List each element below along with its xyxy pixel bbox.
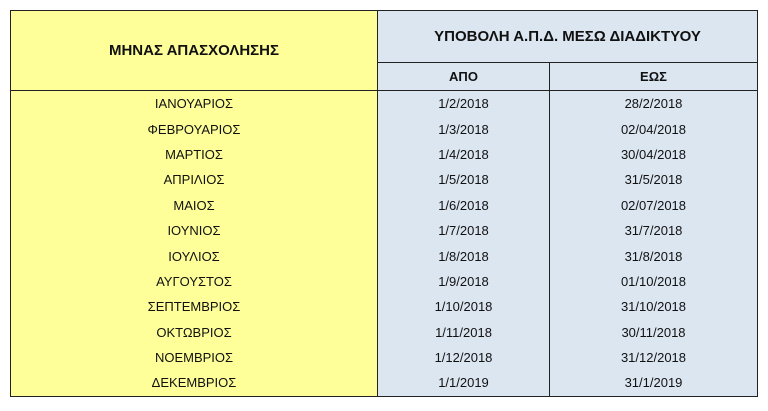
table-row [11,294,758,319]
from-date-cell: 1/6/2018 [378,193,550,218]
month-column-header: ΜΗΝΑΣ ΑΠΑΣΧΟΛΗΣΗΣ [11,11,378,91]
table-row [11,167,758,192]
from-date-cell: 1/5/2018 [378,167,550,192]
table-row [11,91,758,117]
to-date-cell: 31/10/2018 [550,294,758,319]
table-row [11,116,758,141]
to-date-cell: 02/04/2018 [550,116,758,141]
to-date-cell: 31/5/2018 [550,167,758,192]
month-cell: ΜΑΡΤΙΟΣ [11,142,378,167]
month-cell: ΦΕΒΡΟΥΑΡΙΟΣ [11,116,378,141]
to-date-cell: 01/10/2018 [550,269,758,294]
from-date-cell: 1/12/2018 [378,345,550,370]
from-date-cell: 1/2/2018 [378,91,550,117]
table-row [11,218,758,243]
table-row [11,243,758,268]
to-date-cell: 02/07/2018 [550,193,758,218]
month-cell: ΟΚΤΩΒΡΙΟΣ [11,320,378,345]
to-date-cell: 31/1/2019 [550,370,758,396]
month-cell: ΜΑΙΟΣ [11,193,378,218]
month-cell: ΙΑΝΟΥΑΡΙΟΣ [11,91,378,117]
to-date-cell: 31/12/2018 [550,345,758,370]
from-date-cell: 1/9/2018 [378,269,550,294]
apd-submission-table [10,10,758,397]
to-date-cell: 31/7/2018 [550,218,758,243]
table-row [11,370,758,396]
month-cell: ΔΕΚΕΜΒΡΙΟΣ [11,370,378,396]
from-date-cell: 1/7/2018 [378,218,550,243]
from-column-header: ΑΠΟ [378,63,550,91]
to-date-cell: 30/04/2018 [550,142,758,167]
from-date-cell: 1/8/2018 [378,243,550,268]
month-cell: ΑΠΡΙΛΙΟΣ [11,167,378,192]
submission-column-header: ΥΠΟΒΟΛΗ Α.Π.Δ. ΜΕΣΩ ΔΙΑΔΙΚΤΥΟΥ [378,11,758,63]
month-cell: ΙΟΥΛΙΟΣ [11,243,378,268]
from-date-cell: 1/1/2019 [378,370,550,396]
table-row [11,345,758,370]
month-cell: ΑΥΓΟΥΣΤΟΣ [11,269,378,294]
from-date-cell: 1/4/2018 [378,142,550,167]
to-column-header: ΕΩΣ [550,63,758,91]
to-date-cell: 28/2/2018 [550,91,758,117]
from-date-cell: 1/3/2018 [378,116,550,141]
table-row [11,269,758,294]
to-date-cell: 31/8/2018 [550,243,758,268]
month-cell: ΝΟΕΜΒΡΙΟΣ [11,345,378,370]
month-cell: ΙΟΥΝΙΟΣ [11,218,378,243]
month-cell: ΣΕΠΤΕΜΒΡΙΟΣ [11,294,378,319]
table-row [11,142,758,167]
header-row-top [11,11,758,63]
from-date-cell: 1/10/2018 [378,294,550,319]
from-date-cell: 1/11/2018 [378,320,550,345]
to-date-cell: 30/11/2018 [550,320,758,345]
table-row [11,320,758,345]
table-row [11,193,758,218]
